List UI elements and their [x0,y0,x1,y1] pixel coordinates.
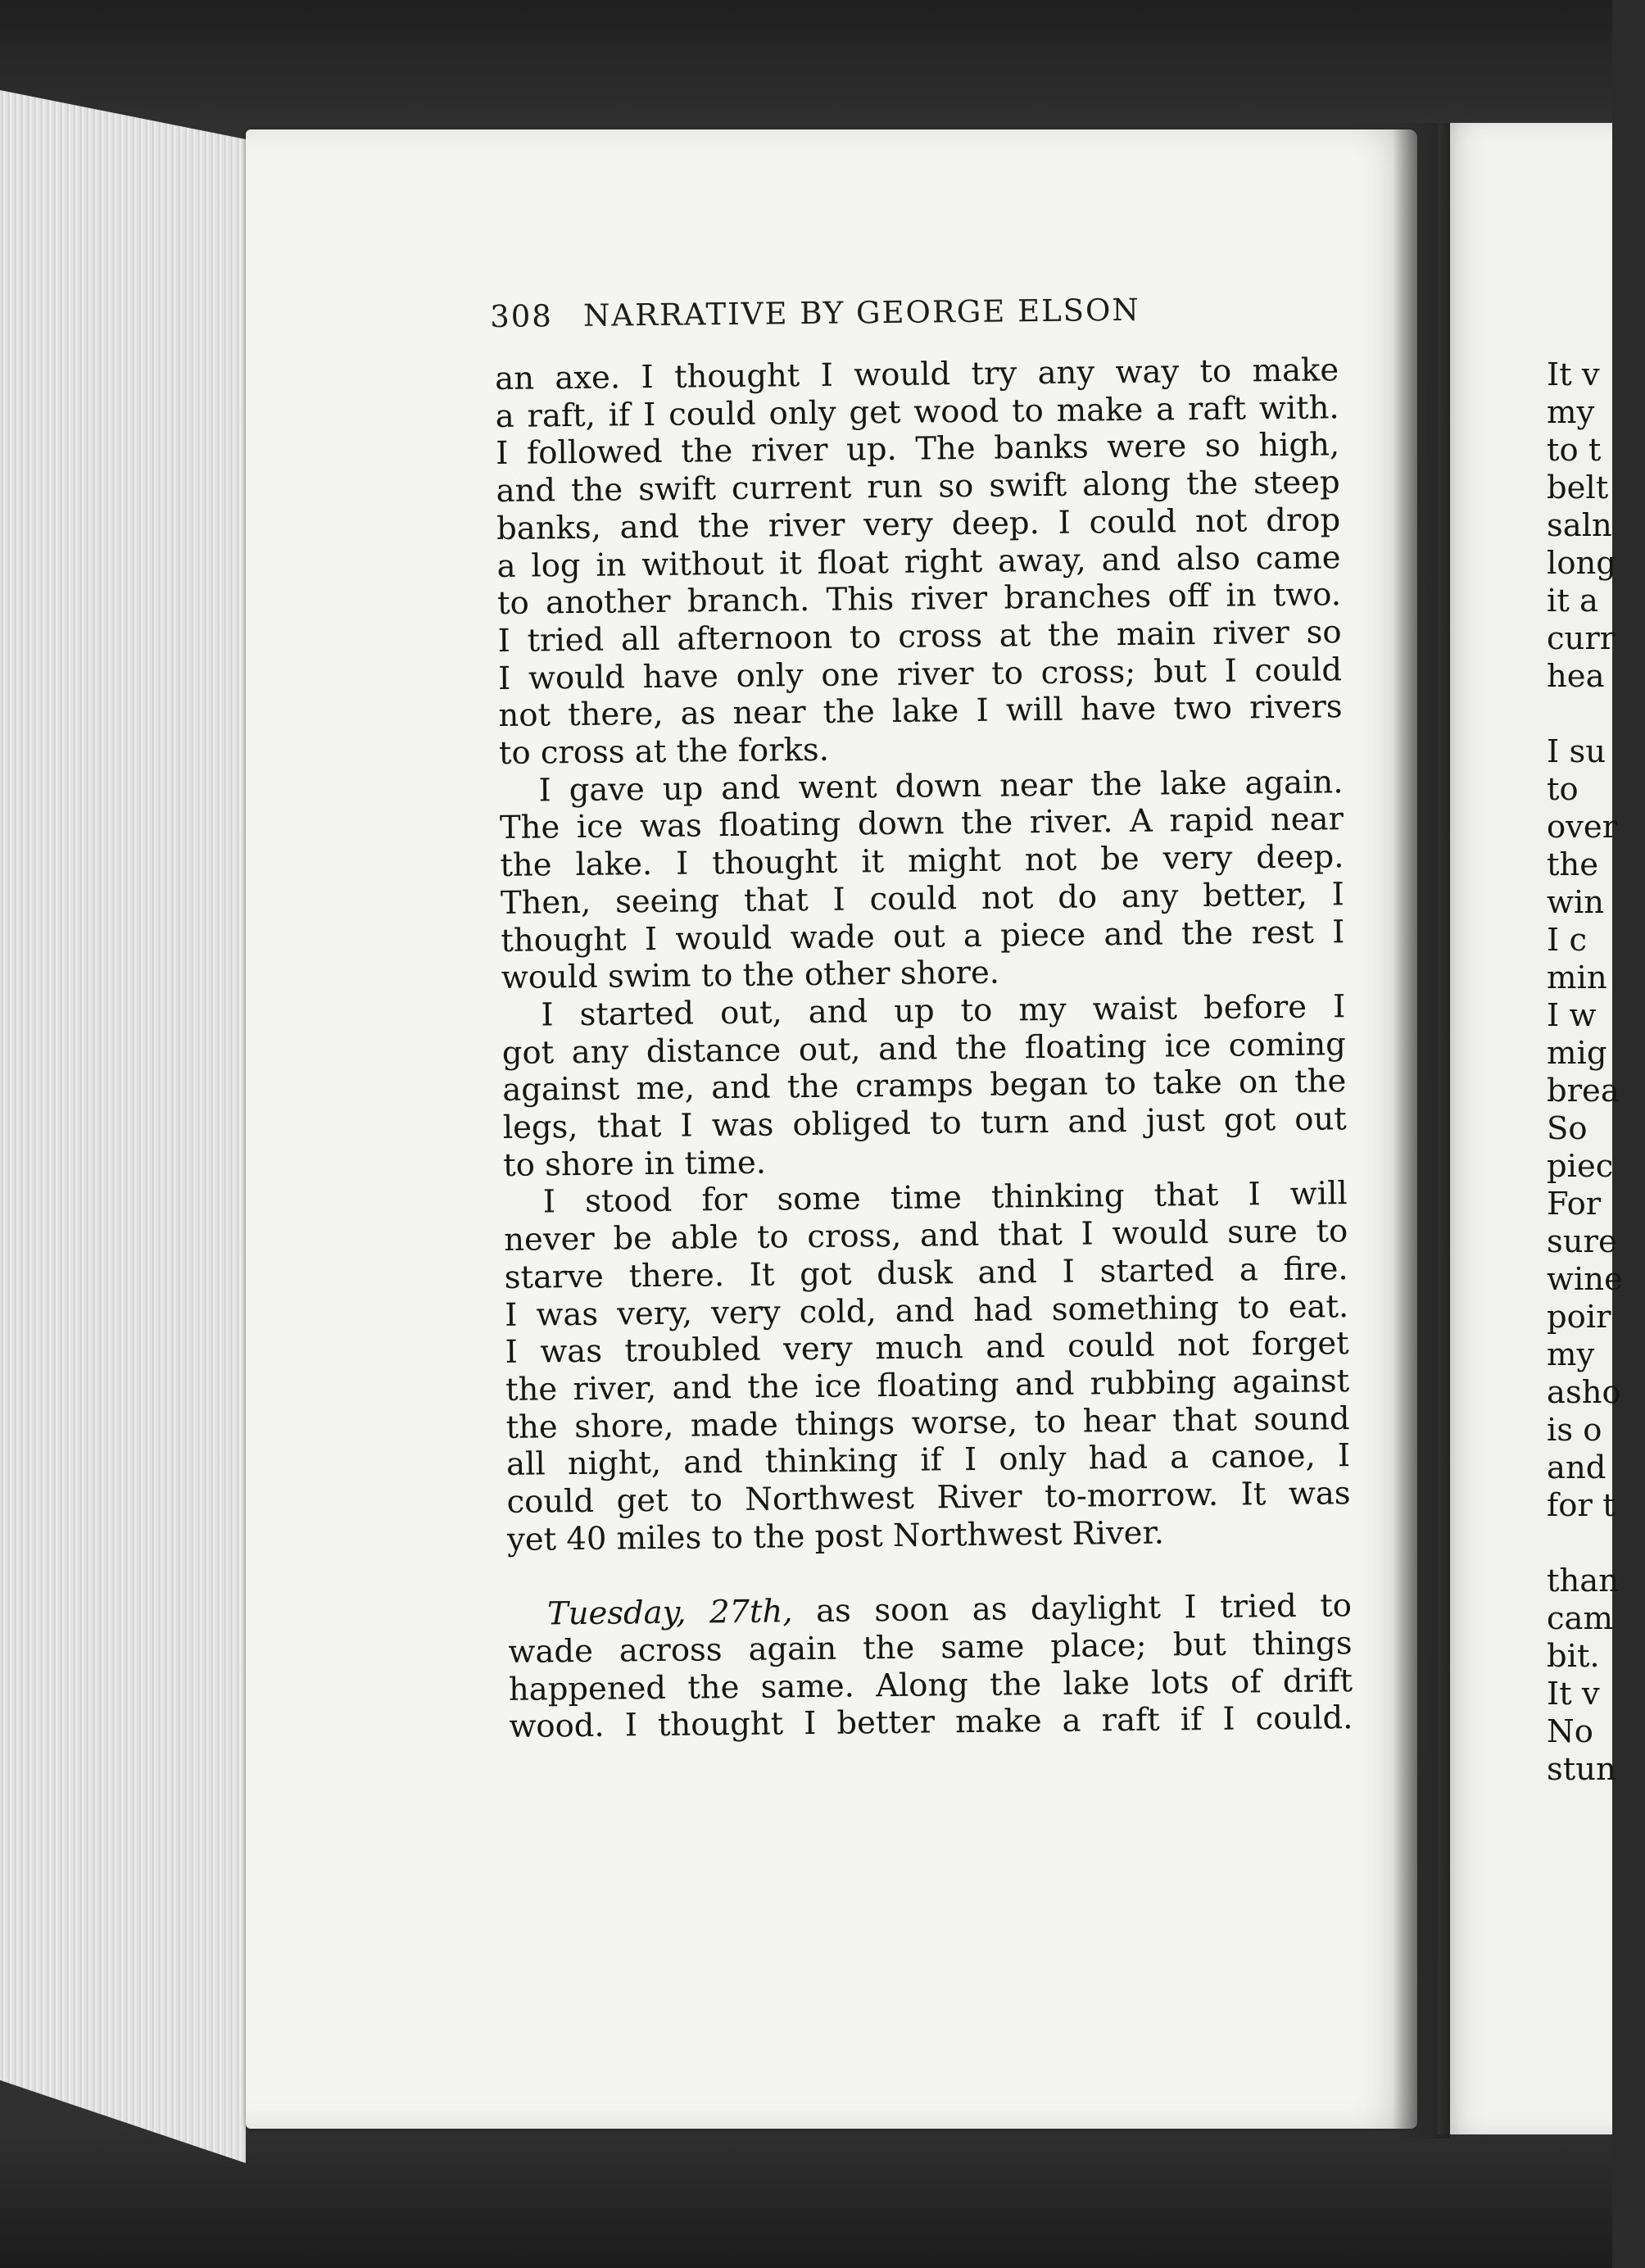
text-line: I would have only one river to cross; but I could [497,651,1343,697]
text-line: the shore, made things worse, to hear that sound [505,1399,1350,1446]
page-body-text [495,352,1353,1746]
fragment-line: the [1547,846,1599,883]
text-line: thought I would wade out a piece and the rest I [501,913,1345,959]
fragment-line: I w [1547,997,1597,1034]
fragment-line: to [1547,771,1579,808]
fragment-line: min [1547,959,1607,996]
fragment-line: wine [1547,1261,1623,1298]
text-line: I was troubled very much and could not forget [505,1325,1349,1372]
fragment-line: mig [1547,1035,1607,1072]
entry-text: as soon as daylight I tried to [815,1587,1353,1631]
text-line: wood. I thought I better make a raft if I could. [509,1699,1353,1746]
text-line: I tried all afternoon to cross at the main river so [497,614,1342,660]
text-line: never be able to cross, and that I would sure to [504,1213,1348,1259]
fragment-line: It v [1547,1676,1600,1712]
fragment-line: for t [1547,1487,1616,1524]
text-line: the river, and the ice floating and rubbing against [505,1363,1350,1408]
fragment-line: bit. [1547,1638,1600,1675]
entry-date: 27th, [709,1593,793,1631]
fragment-line [1547,1525,1645,1563]
text-line: against me, and the cramps began to take on the [502,1063,1347,1109]
text-line: to shore in time. [503,1144,767,1184]
fragment-line [1547,696,1645,733]
fragment-line: over [1547,809,1618,846]
running-head [490,291,1244,340]
fragment-line: asho [1547,1374,1621,1411]
entry-day: Tuesday, [546,1594,687,1633]
text-line: could get to Northwest River to-morrow. It was [506,1475,1351,1522]
text-line: The ice was floating down the river. A rapid near [499,801,1344,847]
text-line: banks, and the river very deep. I could not drop [496,501,1341,547]
book-fore-edge [0,90,246,2163]
text-line: an axe. I thought I would try any way to make [495,352,1339,397]
text-line: the lake. I thought it might not be very deep. [500,838,1344,885]
fragment-line: For [1547,1186,1602,1222]
text-line: Then, seeing that I could not do any better, I [500,876,1345,922]
text-line: I gave up and went down near the lake again. [538,763,1344,810]
text-line: would swim to the other shore. [501,954,1000,997]
text-line: to cross at the forks. [498,731,830,773]
text-line: legs, that I was obliged to turn and just got out [502,1100,1347,1147]
fragment-line: long [1547,545,1616,582]
text-line: not there, as near the lake I will have two rivers [498,688,1343,735]
text-line: a raft, if I could only get wood to make a raft with. [495,388,1339,435]
fragment-line: than [1547,1563,1620,1599]
fragment-line: No [1547,1713,1593,1750]
text-line: I was very, very cold, and had something to eat. [504,1287,1349,1334]
fragment-line: I su [1547,733,1606,770]
fragment-line: my [1547,394,1595,431]
text-line: I stood for some time thinking that I will [542,1175,1348,1221]
fragment-line: win [1547,884,1605,921]
fragment-line: it a [1547,583,1598,619]
text-line: a log in without it float right away, and also came [496,538,1341,585]
text-line: starve there. It got dusk and I started a fire. [504,1250,1348,1296]
fragment-line: sure [1547,1223,1617,1260]
fragment-line: cam [1547,1600,1614,1637]
page-number: 308 [490,298,554,334]
fragment-line: poir [1547,1299,1611,1336]
text-line: yet 40 miles to the post Northwest River. [506,1514,1165,1558]
fragment-line: and [1547,1449,1606,1486]
text-line: got any distance out, and the floating ice coming [501,1025,1347,1072]
fragment-line: stun [1547,1751,1616,1788]
fragment-line: belt [1547,469,1609,506]
fragment-line: is o [1547,1412,1602,1449]
fragment-line: curr [1547,620,1616,657]
fragment-line: piec [1547,1148,1614,1185]
fragment-line: I c [1547,922,1588,959]
text-line: to another branch. This river branches off in two. [496,576,1342,623]
fragment-line: to t [1547,432,1602,469]
text-line: happened the same. Along the lake lots of drift [508,1662,1353,1708]
text-line: and the swift current run so swift along the steep [496,464,1340,510]
fragment-line: So [1547,1110,1588,1147]
book-gutter-shadow [1393,123,1450,2139]
fragment-line: hea [1547,658,1605,695]
fragment-line: my [1547,1336,1595,1373]
text-line: wade across again the same place; but things [508,1625,1353,1671]
text-line: I followed the river up. The banks were so high, [495,426,1340,473]
text-line: all night, and thinking if I only had a canoe, I [505,1437,1351,1484]
right-page-text-fragments [1547,356,1645,1789]
fragment-line: It v [1547,356,1600,393]
fragment-line: brea [1547,1073,1620,1109]
running-title: NARRATIVE BY GEORGE ELSON [582,292,1140,333]
fragment-line: saln [1547,507,1612,544]
text-line: I started out, and up to my waist before I [541,988,1346,1034]
